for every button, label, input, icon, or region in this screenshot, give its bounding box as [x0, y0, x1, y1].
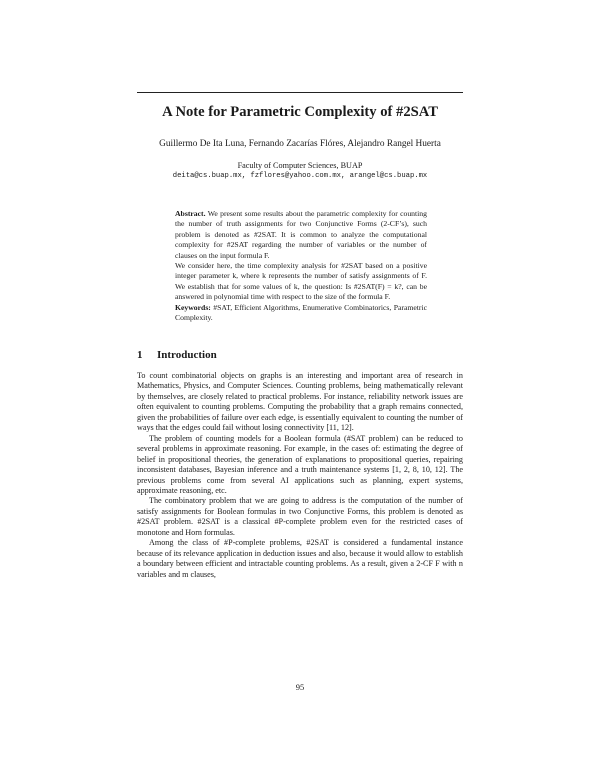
keywords-label: Keywords: — [175, 302, 211, 312]
section-heading — [137, 349, 217, 361]
section-body — [137, 371, 463, 580]
abstract-text-1: We present some results about the parametric complexity for counting the number of truth assignments for two Conjunctive Forms (2-CF’s), such problem is denoted as #2SAT. It is common to analyze the computational complexity for #2SAT regarding the number of variables or the number of clauses on the input formula F. — [175, 209, 427, 260]
affiliation: Faculty of Computer Sciences, BUAP — [237, 161, 363, 170]
affiliation-block — [137, 160, 463, 182]
page-number: 95 — [295, 682, 305, 692]
section-number: 1 — [137, 349, 143, 361]
top-rule — [137, 92, 463, 93]
abstract-paragraph-1 — [175, 209, 427, 261]
authors: Guillermo De Ita Luna, Fernando Zacarías Flóres, Alejandro Rangel Huerta — [159, 139, 441, 149]
body-paragraph-3: The combinatory problem that we are going to address is the computation of the number of satisfy assignments for Boolean formulas in two Conjunctive Forms, this problem is denoted as #2SAT problem. #2SAT is a classical #P-complete problem even for the restricted cases of monotone and Horn formulas. — [137, 496, 463, 537]
body-paragraph-4: Among the class of #P-complete problems, #2SAT is considered a fundamental instance because of its relevance application in deduction issues and also, because it would allow to establish a boundary between efficient and intractable counting problems. As a result, given a 2-CF F with n variables and m clauses, — [137, 538, 463, 579]
body-paragraph-2: The problem of counting models for a Boolean formula (#SAT problem) can be reduced to several problems in approximate reasoning. For example, in the cases of: estimating the degree of belief in propositional theories, the generation of explanations to propositional queries, repairing inconsistent databases, Bayesian inference and a truth maintenance systems [1, 2, 8, 10, 12]. The previous problems come from several AI applications such as planning, expert systems, approximate reasoning, etc. — [137, 433, 463, 495]
abstract-paragraph-2: We consider here, the time complexity analysis for #2SAT based on a positive integer parameter k, where k represents the number of satisfy assignments of F. We establish that for some values of k, the question: Is #2SAT(F) = k?, can be answered in polynomial time with respect to the size of the formula F. — [175, 261, 427, 302]
paper-title: A Note for Parametric Complexity of #2SAT — [162, 104, 438, 120]
author-emails: deita@cs.buap.mx, fzflores@yahoo.com.mx, arangel@cs.buap.mx — [172, 172, 428, 180]
body-paragraph-1: To count combinatorial objects on graphs is an interesting and important area of research in Mathematics, Physics, and Computer Sciences. Counting problems, being mathematically relevant by themselves, are closely related to practical problems. For instance, reliability network issues are often equivalent to counting problems. Computing the probability that a graph remains connected, given the probabilities of failure over each edge, is essentially equivalent to counting the number of ways that the edges could fail without losing connectivity [11, 12]. — [137, 371, 463, 433]
section-title: Introduction — [157, 349, 217, 361]
keywords: #SAT, Efficient Algorithms, Enumerative Combinatorics, Parametric Complexity. — [175, 302, 427, 323]
keywords-line — [175, 303, 427, 324]
abstract — [175, 209, 427, 323]
abstract-label: Abstract. — [175, 209, 206, 218]
